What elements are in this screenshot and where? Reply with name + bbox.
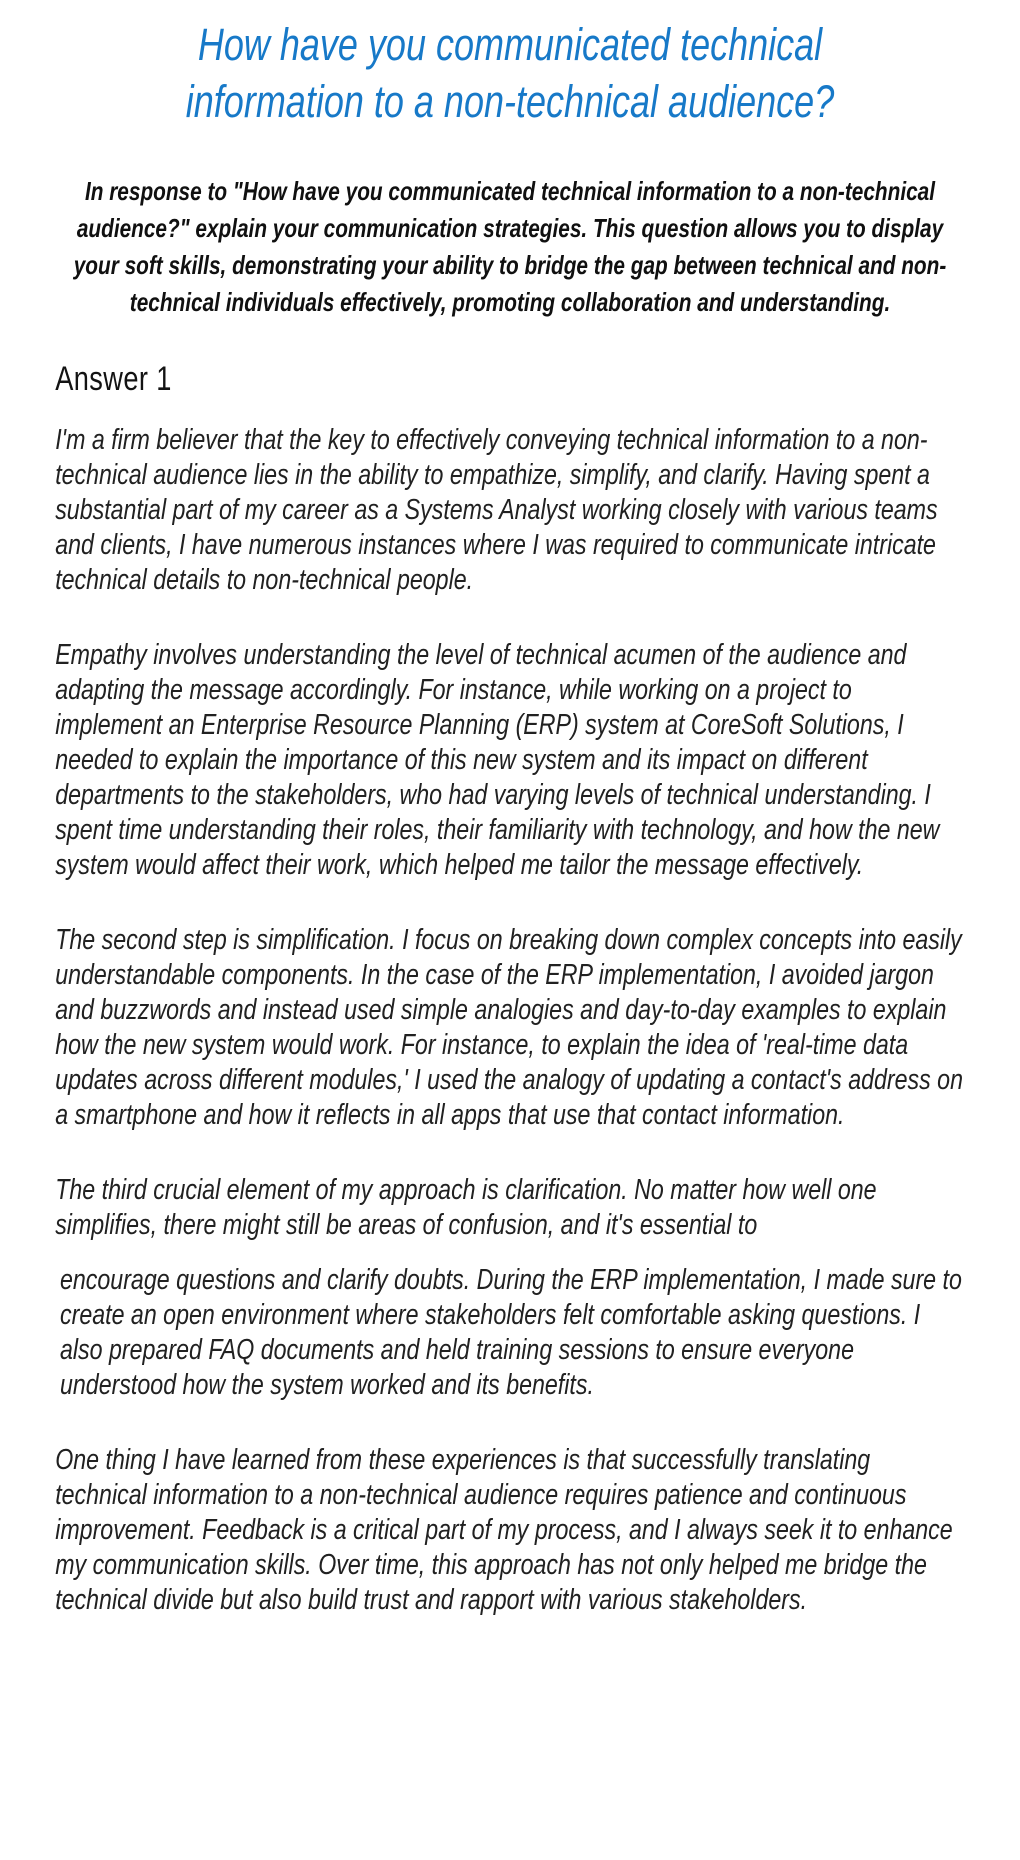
question-intro: In response to "How have you communicated technical information to a non-technical audience?" explain your communication strategies. This question allows you to display your soft skills, demonstrating your ability to bridge the gap between technical and non-technical individuals effectively, promoting collaboration and understanding. — [73, 176, 947, 317]
answer-paragraph-5: One thing I have learned from these experiences is that successfully translating technical information to a non-technical audience requires patience and continuous improvement. Feedback is a critical part of my process, and I always seek it to enhance my communication skills. Over time, this approach has not only helped me bridge the technical divide but also build trust and rapport with various stakeholders. — [55, 1444, 953, 1616]
answer-paragraph-2: Empathy involves understanding the level of technical acumen of the audience and adapting the message accordingly. For instance, while working on a project to implement an Enterprise Resource Planning (ERP) system at CoreSoft Solutions, I needed to explain the importance of this new system and its impact on different departments to the stakeholders, who had varying levels of technical understanding. I spent time understanding their roles, their familiarity with technology, and how the new system would affect their work, which helped me tailor the message effectively. — [55, 639, 940, 881]
answer-paragraph-1: I'm a firm believer that the key to effectively conveying technical information to a non-technical audience lies in the ability to empathize, simplify, and clarify. Having spent a substantial part of my career as a Systems Analyst working closely with various teams and clients, I have numerous instances where I was required to communicate intricate technical details to non-technical people. — [55, 424, 938, 596]
answer-paragraph-4: The third crucial element of my approach is clarification. No matter how well one simplifies, there might still be areas of confusion, and it's essential to — [55, 1174, 877, 1241]
answer-paragraph-4-continuation: encourage questions and clarify doubts. During the ERP implementation, I made sure to create an open environment where stakeholders felt comfortable asking questions. I also prepared FAQ documents and held training sessions to ensure everyone understood how the system worked and its benefits. — [60, 1264, 962, 1401]
page-title: How have you communicated technical information to a non-technical audience? — [185, 19, 835, 127]
answer-1-heading: Answer 1 — [55, 360, 172, 398]
answer-paragraph-3: The second step is simplification. I focus on breaking down complex concepts into easily understandable components. In the case of the ERP implementation, I avoided jargon and buzzwords and instead used simple analogies and day-to-day examples to explain how the new system would work. For instance, to explain the idea of 'real-time data updates across different modules,' I used the analogy of updating a contact's address on a smartphone and how it reflects in all apps that use that contact information. — [55, 924, 963, 1131]
